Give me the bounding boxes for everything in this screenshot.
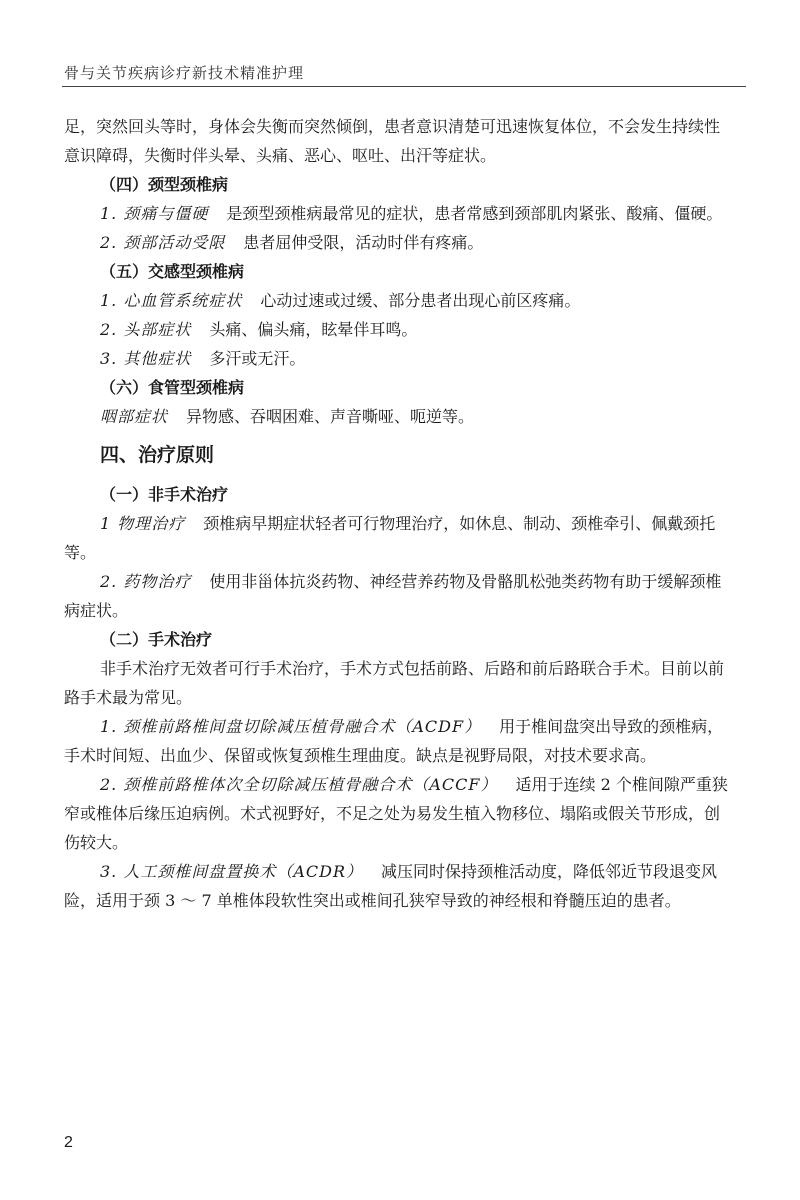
treatment-item [64,712,732,770]
symptom-item [64,315,732,344]
page-body [64,112,732,915]
page-number: 2 [64,1134,73,1151]
item-text: 头痛、偏头痛，眩晕伴耳鸣。 [209,320,418,339]
item-text: 用于椎间盘突出导致的颈椎病，手术时间短、出血少、保留或恢复颈椎生理曲度。缺点是视野局限，对技术要求高。 [64,717,724,765]
item-text: 减压同时保持颈椎活动度，降低邻近节段退变风险，适用于颈 3 ～ 7 单椎体段软性突出或椎间孔狭窄导致的神经根和脊髓压迫的患者。 [64,862,718,910]
running-header: 骨与关节疾病诊疗新技术精准护理 [64,64,305,82]
item-text: 使用非甾体抗炎药物、神经营养药物及骨骼肌松弛类药物有助于缓解颈椎病症状。 [64,572,722,620]
treatment-item [64,857,732,915]
term-label: 2. 颈部活动受限 [100,233,226,252]
item-text: 颈椎病早期症状轻者可行物理治疗，如休息、制动、颈椎牵引、佩戴颈托等。 [64,514,716,562]
term-label: 3. 其他症状 [100,349,192,368]
paragraph: 足，突然回头等时，身体会失衡而突然倾倒，患者意识清楚可迅速恢复体位，不会发生持续性意识障碍，失衡时伴头晕、头痛、恶心、呕吐、出汗等症状。 [64,117,721,165]
term-label: 2. 药物治疗 [100,572,192,591]
section-heading: 四、治疗原则 [100,444,215,466]
treatment-item [64,509,732,567]
item-text: 是颈型颈椎病最常见的症状，患者常感到颈部肌肉紧张、酸痛、僵硬。 [226,204,723,223]
item-text: 心动过速或过缓、部分患者出现心前区疼痛。 [260,291,581,310]
term-label: 1. 心血管系统症状 [100,291,243,310]
term-label: 咽部症状 [100,407,169,426]
paragraph: 非手术治疗无效者可行手术治疗，手术方式包括前路、后路和前后路联合手术。目前以前路手术最为常见。 [64,659,725,707]
symptom-item [64,286,732,315]
subsection-heading: （六）食管型颈椎病 [100,378,245,397]
item-text: 多汗或无汗。 [209,349,306,368]
subsection-heading: （四）颈型颈椎病 [100,175,229,194]
term-label: 2. 颈椎前路椎体次全切除减压植骨融合术（ACCF） [100,775,498,794]
item-text: 异物感、吞咽困难、声音嘶哑、呃逆等。 [186,407,475,426]
treatment-item [64,567,732,625]
symptom-item [64,344,732,373]
subsection-heading: （五）交感型颈椎病 [100,262,245,281]
term-label: 3. 人工颈椎间盘置换术（ACDR） [100,862,364,881]
subsection-heading: （一）非手术治疗 [100,485,229,504]
symptom-item [64,402,732,431]
symptom-item [64,228,732,257]
item-text: 患者屈伸受限，活动时伴有疼痛。 [243,233,484,252]
term-label: 1. 颈痛与僵硬 [100,204,209,223]
header-divider [62,86,746,87]
symptom-item [64,199,732,228]
term-label: 1 物理治疗 [100,514,186,533]
term-label: 1. 颈椎前路椎间盘切除减压植骨融合术（ACDF） [100,717,482,736]
treatment-item [64,770,732,857]
item-text: 适用于连续 2 个椎间隙严重狭窄或椎体后缘压迫病例。术式视野好，不足之处为易发生植入物移位、塌陷或假关节形成，创伤较大。 [64,775,728,852]
subsection-heading: （二）手术治疗 [100,630,213,649]
term-label: 2. 头部症状 [100,320,192,339]
